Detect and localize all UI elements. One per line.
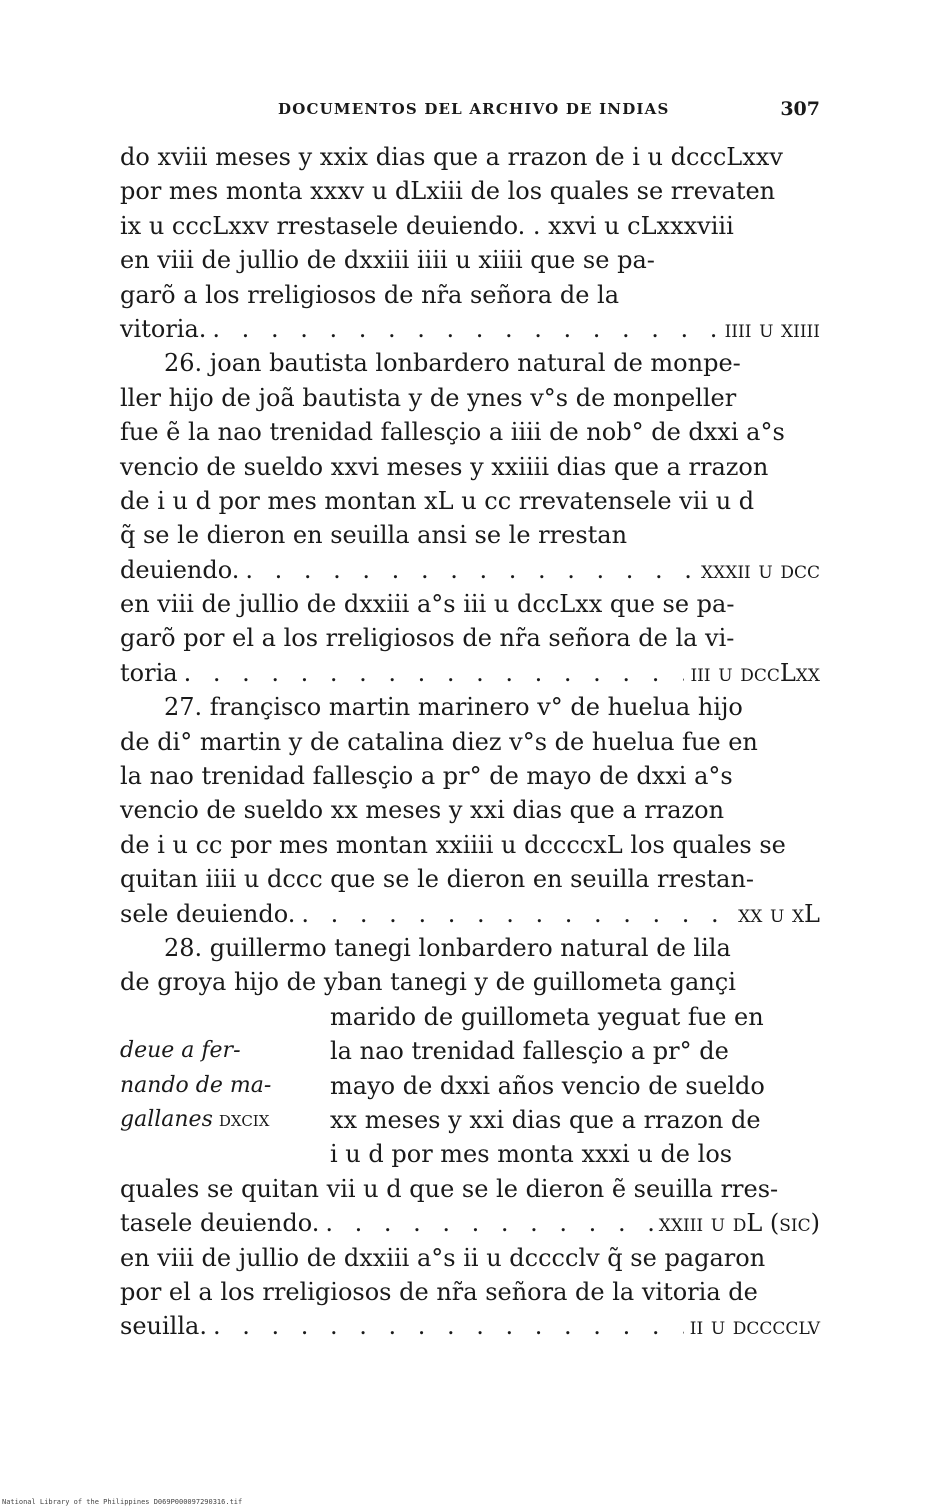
ledger-line: [120, 312, 820, 346]
document-body: [120, 140, 820, 1344]
dot-leader: [295, 897, 732, 931]
page-number: 307: [780, 98, 820, 120]
margin-note-amount: dxcix: [218, 1106, 270, 1132]
entry-first-line: 27. françisco martin marinero v° de huelua hijo: [164, 693, 743, 722]
dot-leader: [239, 553, 695, 587]
text-line: ix u cccLxxv rrestasele deuiendo. . xxvi u cLxxxviii: [120, 211, 734, 240]
ledger-line: [120, 656, 820, 690]
text-line: la nao trenidad fallesçio a pr° de mayo de dxxi a°s: [120, 762, 733, 791]
text-line: do xviii meses y xxix dias que a rrazon de i u dcccLxxv: [120, 143, 783, 171]
text-line: xx meses y xxi dias que a rrazon de: [330, 1105, 761, 1134]
text-line: de di° martin y de catalina diez v°s de huelua fue en: [120, 727, 758, 756]
ledger-text: sele deuiendo.: [120, 899, 296, 928]
ledger-amount: xxiii u dL (sic): [658, 1209, 820, 1238]
text-line: quales se quitan vii u d que se le dieron ẽ seuilla rres-: [120, 1174, 779, 1203]
entry-first-line: 26. joan bautista lonbardero natural de monpe-: [164, 349, 741, 378]
ledger-text: deuiendo.: [120, 555, 240, 584]
dot-leader: [207, 1309, 684, 1343]
scan-footer: National Library of the Philippines D069P000097290316.tif: [2, 1498, 243, 1506]
text-line: mayo de dxxi años vencio de sueldo: [330, 1071, 765, 1100]
page-header: [120, 98, 820, 128]
entry-first-line: 28. guillermo tanegi lonbardero natural de lila: [164, 933, 731, 962]
text-line: i u d por mes monta xxxi u de los: [330, 1140, 733, 1169]
text-line: vencio de sueldo xx meses y xxi dias que a rrazon: [120, 796, 725, 825]
margin-note-block: [120, 1000, 820, 1172]
dot-leader: [206, 312, 718, 346]
ledger-text: toria: [120, 658, 178, 687]
ledger-amount: xxxii u dcc: [701, 555, 820, 584]
dot-leader: [178, 656, 685, 690]
text-line: por mes monta xxxv u dLxiii de los quales se rrevaten: [120, 177, 776, 206]
ledger-text: seuilla.: [120, 1312, 207, 1341]
margin-note-text: gallanes: [120, 1106, 213, 1132]
text-line: en viii de jullio de dxxiii iiii u xiiii que se pa-: [120, 246, 655, 275]
margin-note-text: nando de ma-: [120, 1072, 272, 1098]
text-line: quitan iiii u dccc que se le dieron en seuilla rrestan-: [120, 865, 755, 894]
dot-leader: [319, 1206, 652, 1240]
ledger-line: [120, 1309, 820, 1343]
ledger-line: [120, 1206, 820, 1240]
text-line: en viii de jullio de dxxiii a°s iii u dccLxx que se pa-: [120, 590, 735, 619]
margin-note-text: deue a fer-: [120, 1038, 241, 1064]
ledger-amount: iii u dccLxx: [690, 658, 820, 687]
text-line: por el a los rreligiosos de nr̃a señora de la vitoria de: [120, 1277, 758, 1306]
text-line: de groya hijo de yban tanegi y de guillometa gançi: [120, 968, 736, 997]
text-line: q̃ se le dieron en seuilla ansi se le rrestan: [120, 521, 628, 550]
text-line: marido de guillometa yeguat fue en: [330, 1002, 764, 1031]
ledger-amount: xx u xL: [738, 899, 820, 928]
text-line: fue ẽ la nao trenidad fallesçio a iiii de nob° de dxxi a°s: [120, 418, 785, 447]
ledger-line: [120, 553, 820, 587]
text-line: de i u cc por mes montan xxiiii u dccccxL los quales se: [120, 830, 786, 859]
text-line: la nao trenidad fallesçio a pr° de: [330, 1037, 729, 1066]
ledger-line: [120, 897, 820, 931]
text-line: ller hijo de joã bautista y de ynes v°s de monpeller: [120, 383, 737, 412]
ledger-text: vitoria.: [120, 314, 207, 343]
text-line: garõ a los rreligiosos de nr̃a señora de la: [120, 280, 620, 309]
running-title: DOCUMENTOS DEL ARCHIVO DE INDIAS: [278, 100, 670, 118]
ledger-amount: iiii u xiiii: [724, 314, 820, 343]
text-line: garõ por el a los rreligiosos de nr̃a señora de la vi-: [120, 624, 735, 653]
text-line: de i u d por mes montan xL u cc rrevatensele vii u d: [120, 486, 755, 515]
text-line: vencio de sueldo xxvi meses y xxiiii dias que a rrazon: [120, 452, 769, 481]
ledger-amount: ii u dcccclv: [689, 1312, 820, 1341]
ledger-text: tasele deuiendo.: [120, 1209, 320, 1238]
text-line: en viii de jullio de dxxiii a°s ii u dcccclv q̃ se pagaron: [120, 1243, 766, 1272]
